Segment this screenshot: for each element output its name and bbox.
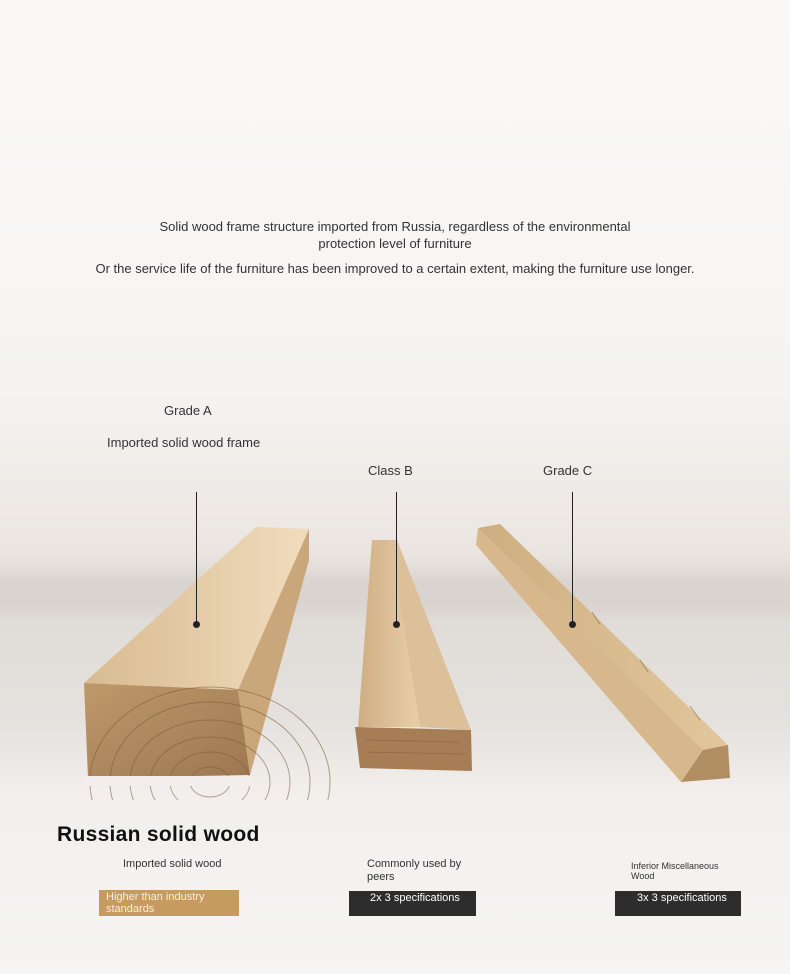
grade-c-description: Inferior Miscellaneous Wood [631, 861, 719, 881]
intro-text-1: Solid wood frame structure imported from Russia, regardless of the environmental protection level of furniture [159, 219, 631, 251]
grade-a-subtitle: Imported solid wood frame [107, 435, 261, 450]
class-b-badge: 2x 3 specifications [349, 891, 476, 916]
class-b-pointer-line [396, 492, 397, 622]
intro-text-2: Or the service life of the furniture has been improved to a certain extent, making the furniture use longer. [95, 261, 695, 276]
grade-c-pointer-dot [569, 621, 576, 628]
grade-a-pointer-line [196, 492, 197, 622]
grade-a-pointer-dot [193, 621, 200, 628]
grade-c-badge: 3x 3 specifications [615, 891, 741, 916]
grade-c-label: Grade C [543, 463, 593, 478]
plank-class-b [355, 540, 472, 771]
plank-grade-a [84, 527, 330, 800]
wood-planks-illustration [0, 500, 790, 800]
grade-c-pointer-line [572, 492, 573, 622]
section-title: Russian solid wood [57, 823, 260, 846]
grade-a-description: Imported solid wood [123, 858, 222, 870]
class-b-label: Class B [368, 463, 413, 478]
class-b-pointer-dot [393, 621, 400, 628]
grade-a-badge: Higher than industry standards [99, 890, 239, 916]
grade-a-label: Grade A [164, 403, 212, 418]
class-b-description: Commonly used by peers [367, 858, 462, 883]
plank-grade-c [476, 524, 730, 782]
